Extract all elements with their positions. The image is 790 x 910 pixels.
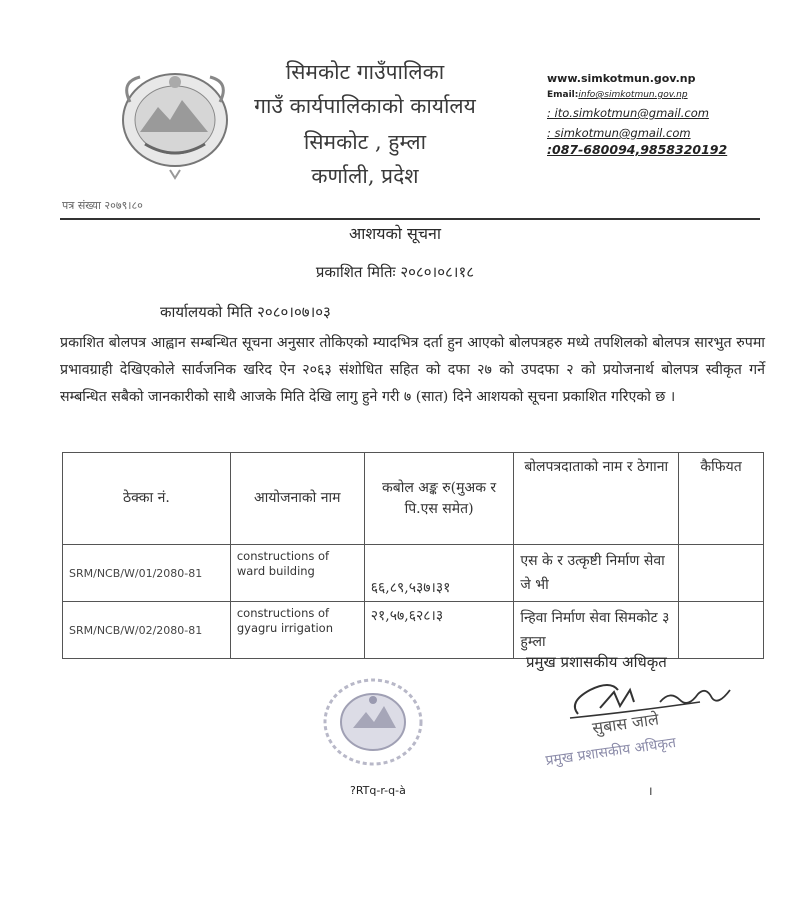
remarks-cell — [679, 545, 764, 602]
published-date: प्रकाशित मितिः २०८०।०८।१८ — [315, 263, 475, 281]
stamp-title: प्रमुख प्रशासकीय अधिकृत — [544, 734, 677, 770]
signatory-title: प्रमुख प्रशासकीय अधिकृत — [526, 653, 667, 671]
contract-no-cell: SRM/NCB/W/02/2080-81 — [63, 602, 231, 659]
municipality-emblem — [110, 62, 240, 182]
header-bid-amount: कबोल अङ्क रु(मुअक र पि.एस समेत) — [364, 453, 514, 545]
table-header-row — [63, 453, 764, 545]
project-name-cell: constructions of ward building — [230, 545, 364, 602]
official-stamp — [318, 672, 428, 772]
notice-title: आशयको सूचना — [348, 224, 442, 243]
office-name: गाउँ कार्यपालिकाको कार्यालय — [254, 94, 476, 118]
email-link[interactable]: info@simkotmun.gov.np — [578, 90, 688, 100]
bid-amount-cell: २१,५७,६२८।३ — [364, 602, 514, 659]
email-line — [547, 90, 688, 100]
signature-mark — [560, 672, 760, 732]
email-label: Email: — [547, 90, 579, 100]
office-location: सिमकोट , हुम्ला — [303, 130, 427, 154]
table-row — [63, 545, 764, 602]
email3-link[interactable]: : simkotmun@gmail.com — [547, 126, 691, 140]
project-name-cell: constructions of gyagru irrigation — [230, 602, 364, 659]
header-remarks: कैफियत — [679, 453, 764, 545]
header-project-name: आयोजनाको नाम — [230, 453, 364, 545]
bid-table — [62, 452, 764, 659]
header-divider — [60, 218, 760, 220]
signatory-name: सुबास जाले — [591, 709, 660, 738]
bid-amount-cell: ६६,८९,५३७।३१ — [364, 545, 514, 602]
footer-mark: । — [648, 784, 653, 798]
footer-text: ?RTq-r-q-à — [350, 784, 406, 797]
phone-text: :087-680094,9858320192 — [547, 142, 728, 157]
office-date: कार्यालयको मिति २०८०।०७।०३ — [160, 303, 331, 321]
table-row — [63, 602, 764, 659]
municipality-name: सिमकोट गाउँपालिका — [285, 60, 445, 84]
website-text[interactable]: www.simkotmun.gov.np — [547, 72, 696, 85]
email2-link[interactable]: : ito.simkotmun@gmail.com — [547, 106, 709, 120]
letter-number: पत्र संख्या २०७९।८० — [62, 199, 143, 212]
contract-no-cell: SRM/NCB/W/01/2080-81 — [63, 545, 231, 602]
header-bidder-name: बोलपत्रदाताको नाम र ठेगाना — [514, 453, 679, 545]
bidder-name-cell: एस के र उत्कृष्टी निर्माण सेवा जे भी — [514, 545, 679, 602]
notice-body: प्रकाशित बोलपत्र आह्वान सम्बन्धित सूचना अनुसार तोकिएको म्यादभित्र दर्ता हुन आएको बोलपत्रहरु मध्ये तपशिलको बोलपत्र सारभुत रुपमा प्रभावग्राही देखिएकोले सार्वजनिक खरिद ऐन २०६३ संशोधित सहित को दफा २७ को उपदफा २ को प्रयोजनार्थ बोलपत्र स्वीकृत गर्ने सम्बन्धित सबैको जानकारीको साथै आजके मिति देखि लागु हुने गरी ७ (सात) दिने आशयको सूचना प्रकाशित गरिएको छ । — [60, 335, 765, 405]
remarks-cell — [679, 602, 764, 659]
bidder-name-cell: न्हिवा निर्माण सेवा सिमकोट ३ हुम्ला — [514, 602, 679, 659]
province-name: कर्णाली, प्रदेश — [311, 164, 419, 188]
header-contract-no: ठेक्का नं. — [63, 453, 231, 545]
